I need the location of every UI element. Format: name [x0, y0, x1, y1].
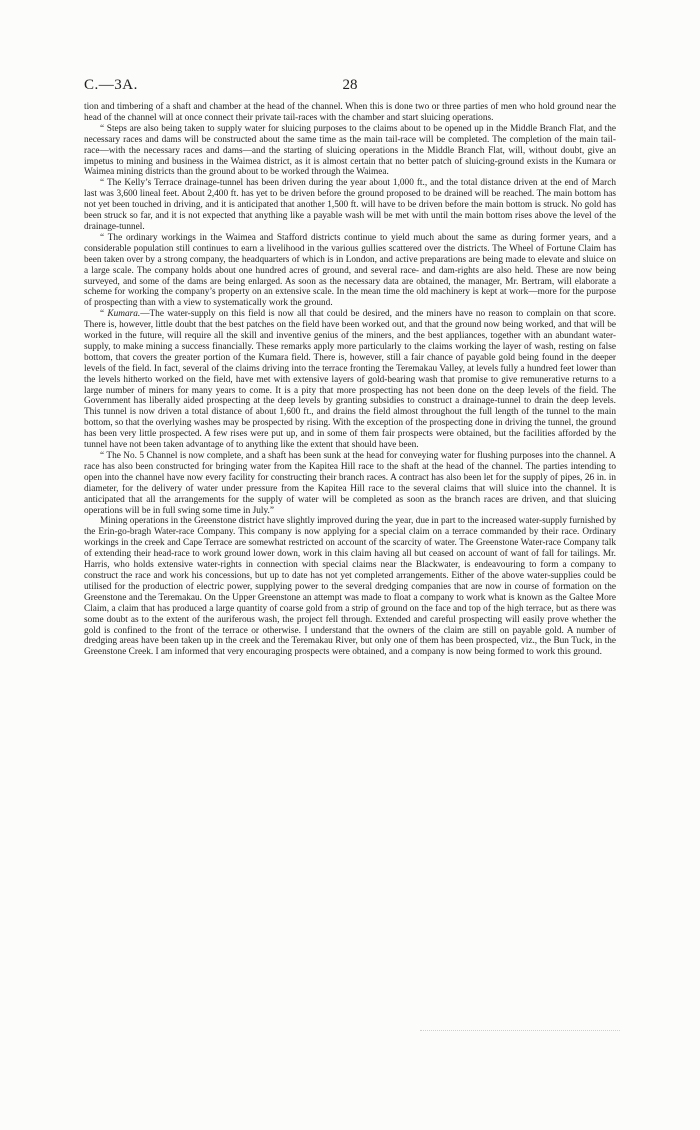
page-header: [84, 76, 616, 94]
paragraph: [84, 451, 616, 516]
page-number: 28: [342, 77, 358, 93]
report-reference: C.—3A.: [84, 77, 138, 93]
paragraph-text: —The water-supply on this field is now all that could be desired, and the miners have no reason to complain on that score. There is, however, little doubt that the best patches on the field have been worked out, and that the ground now being worked, and that will be worked in the future, will require all the skill and inventive genius of the miners, and the best appliances, together with an abundant water-supply, to make mining a success financially. These remarks apply more particularly to the claims working the layer of wash, resting on false bottom, that covers the greater portion of the Kumara field. There is, however, still a fair chance of payable gold being found in the deeper levels of the field. In fact, several of the claims driving into the terrace fronting the Teremakau Valley, at levels fully a hundred feet lower than the levels hitherto worked on the field, have met with extensive layers of gold-bearing wash that promise to give remunerative returns to a large number of miners for many years to come. It is a pity that more prospecting has not been done on the deep levels of the field. The Government has liberally aided prospecting at the deep levels by granting subsidies to construct a drainage-tunnel to drain the deep levels. This tunnel is now driven a total distance of about 1,600 ft., and drains the field almost throughout the full length of the tunnel to the main bottom, so that the overlying washes may be prospected by rising. With the exception of the prospecting done in driving the tunnel, the ground has been very little prospected. A few rises were put up, and in some of them fair prospects were obtained, but the facilities afforded by the tunnel have not been taken advantage of to anything like the extent that should have been.: [84, 309, 616, 451]
paragraph-text: “ Steps are also being taken to supply water for sluicing purposes to the claims about to be opened up in the Middle Branch Flat, and the necessary races and dams will be constructed about the same time as the main tail-race will be completed. The completion of the main tail-race—with the necessary races and dams—and the starting of sluicing operations in the Middle Branch Flat, will, without doubt, give an impetus to mining and business in the Waimea district, as it is almost certain that no better patch of sluicing-ground exists in the Kumara or Waimea mining districts than the ground about to be worked through the Waimea.: [84, 123, 616, 178]
paragraph-text: “ The ordinary workings in the Waimea and Stafford districts continue to yield much about the same as during former years, and a considerable population still continues to earn a livelihood in the various gullies scattered over the districts. The Wheel of Fortune Claim has been taken over by a strong company, the headquarters of which is in London, and active preparations are being made to elevate and sluice on a large scale. The company holds about one hundred acres of ground, and several race- and dam-rights are also held. These are now being surveyed, and some of the dams are being enlarged. As soon as the necessary data are obtained, the manager, Mr. Bertram, will elaborate a scheme for working the company’s property on an extensive scale. In the mean time the old machinery is kept at work—more for the purpose of prospecting than with a view to systematically work the ground.: [84, 232, 616, 309]
paragraph: [84, 178, 616, 233]
paragraph: [84, 233, 616, 309]
paragraph: [84, 516, 616, 658]
body-text: [84, 102, 616, 658]
faint-divider: [420, 1030, 620, 1031]
paragraph-text: “ The No. 5 Channel is now complete, and a shaft has been sunk at the head for conveying water for flushing purposes into the channel. A race has also been constructed for bringing water from the Kapitea Hill race to the shaft at the head of the channel. The parties intending to open into the channel have now every facility for constructing their branch races. A contract has also been let for the supply of pipes, 26 in. in diameter, for the delivery of water under pressure from the Kapitea Hill race to the several claims that will sluice into the channel. It is anticipated that all the arrangements for the supply of water will be completed as soon as the branch races are driven, and that sluicing operations will be in full swing some time in July.”: [84, 451, 616, 516]
paragraph-text: “: [100, 309, 108, 320]
paragraph: [84, 309, 616, 451]
paragraph-text: “ The Kelly’s Terrace drainage-tunnel has been driven during the year about 1,000 ft., and the total distance driven at the end of March last was 3,600 lineal feet. About 2,400 ft. has yet to be driven before the ground proposed to be drained will be reached. The main bottom has not yet been touched in driving, and it is anticipated that another 1,500 ft. will have to be driven before the main bottom is struck. No gold has been struck so far, and it is not expected that anything like a payable wash will be met with until the main bottom rises above the level of the drainage-tunnel.: [84, 178, 616, 232]
paragraph-text: tion and timbering of a shaft and chamber at the head of the channel. When this is done two or three parties of men who hold ground near the head of the channel will at once connect their private tail-races with the chamber and start sluicing operations.: [84, 102, 616, 123]
paragraph: [84, 102, 616, 124]
paragraph-text: Mining operations in the Greenstone district have slightly improved during the year, due in part to the increased water-supply furnished by the Erin-go-bragh Water-race Company. This company is now applying for a special claim on a terrace commanded by their race. Ordinary workings in the creek and Cape Terrace are somewhat restricted on account of the scarcity of water. The Greenstone Water-race Company talk of extending their head-race to work ground lower down, work in this claim having all but ceased on account of want of fall for tailings. Mr. Harris, who holds extensive water-rights in connection with special claims near the Blackwater, is endeavouring to form a company to construct the race and work his concessions, but up to date has not yet completed arrangements. Either of the above water-supplies could be utilised for the production of electric power, supplying power to the several dredging companies that are now in course of formation on the Greenstone and the Teremakau. On the Upper Greenstone an attempt was made to float a company to work what is known as the Galtee More Claim, a claim that has produced a large quantity of coarse gold from a strip of ground on the face and top of the high terrace, but as there was some doubt as to the extent of the auriferous wash, the project fell through. Extended and careful prospecting will easily prove whether the gold is confined to the front of the terrace or otherwise. I understand that the owners of the claim are still on payable gold. A number of dredging areas have been taken up in the creek and the Teremakau River, but only one of them has been prospected, viz., the Bun Tuck, in the Greenstone Creek. I am informed that very encouraging prospects were obtained, and a company is now being formed to work this ground.: [84, 516, 616, 658]
paragraph-italic-heading: Kumara.: [107, 309, 141, 320]
paragraph: [84, 124, 616, 179]
